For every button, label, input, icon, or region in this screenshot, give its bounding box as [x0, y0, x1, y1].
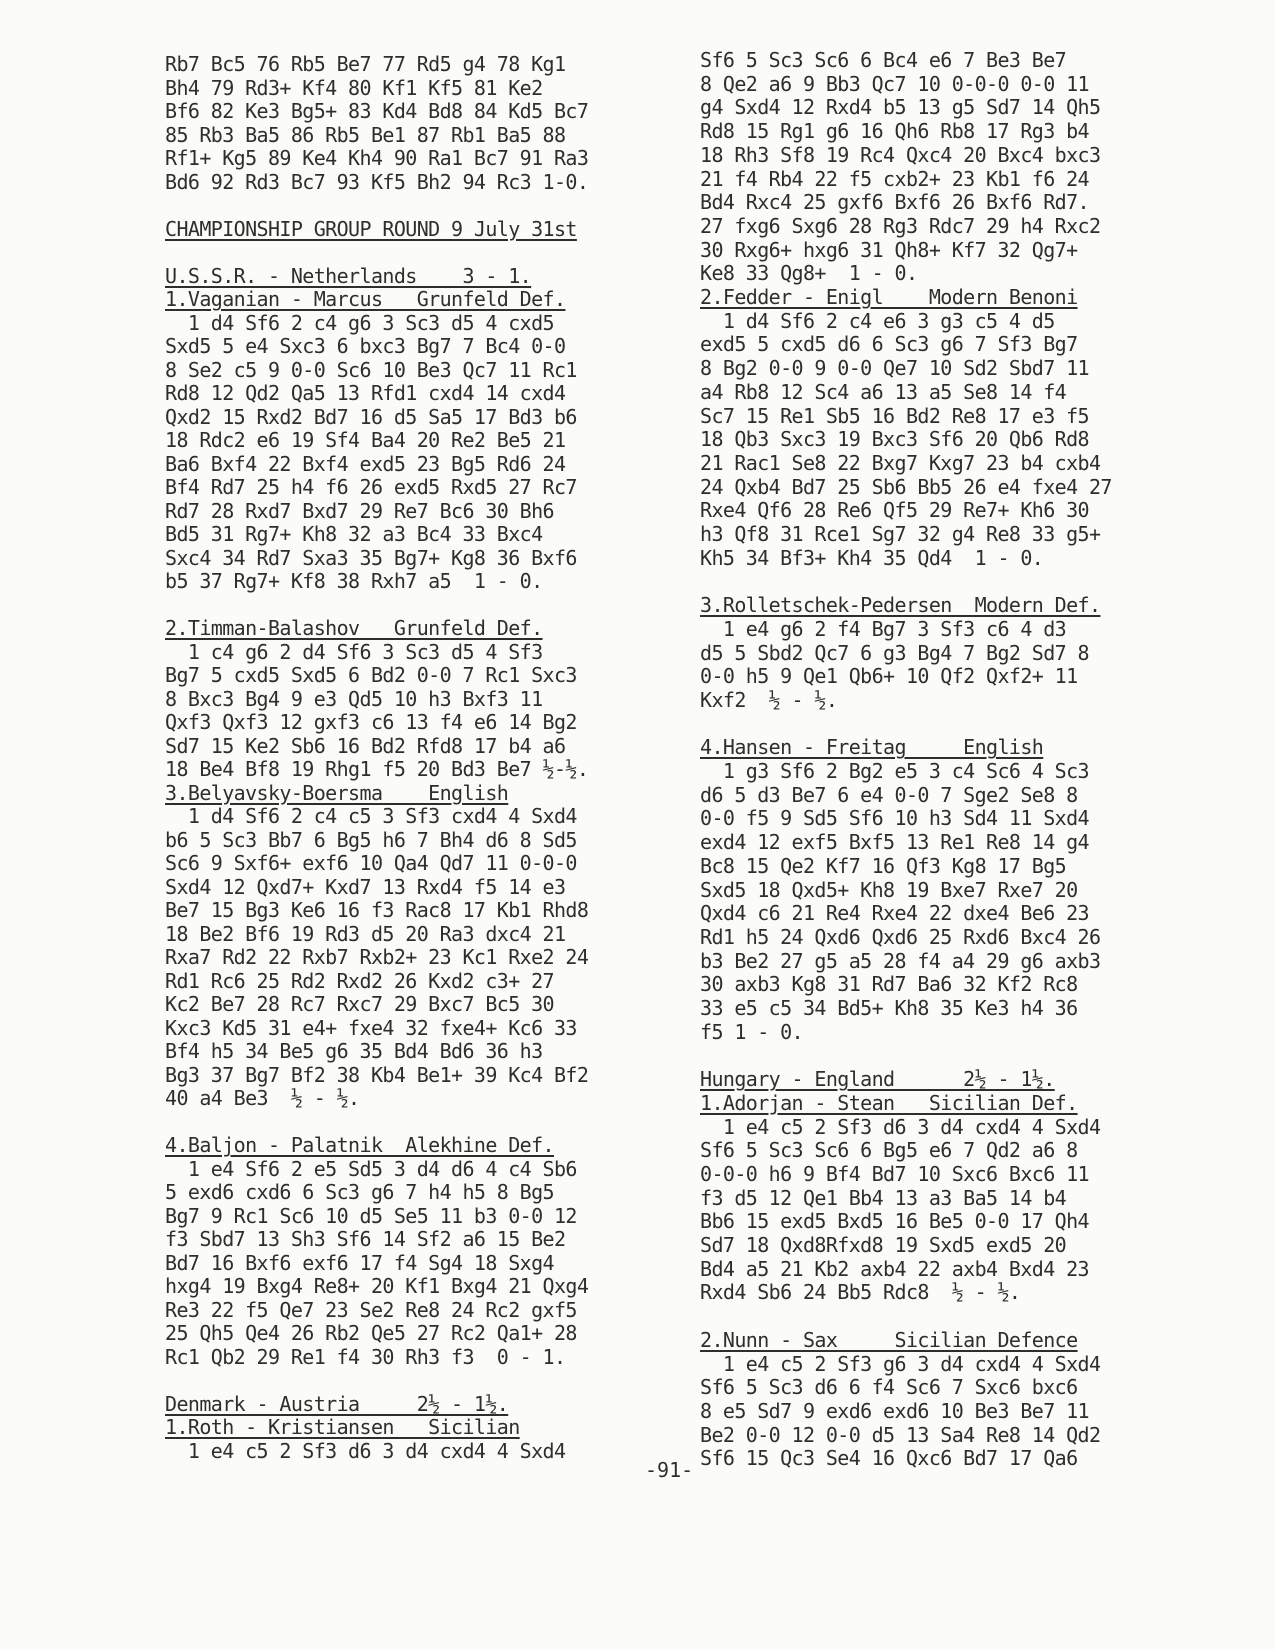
move-line: 8 Se2 c5 9 0-0 Sc6 10 Be3 Qc7 11 Rc1 [165, 357, 577, 382]
move-line: Sxc4 34 Rd7 Sxa3 35 Bg7+ Kg8 36 Bxf6 [165, 545, 577, 570]
move-line: Rd8 15 Rg1 g6 16 Qh6 Rb8 17 Rg3 b4 [700, 119, 1089, 144]
move-line: 18 Be4 Bf8 19 Rhg1 f5 20 Bd3 Be7 ½-½. [165, 757, 589, 781]
move-line: 0-0 f5 9 Sd5 Sf6 10 h3 Sd4 11 Sxd4 [700, 806, 1089, 831]
section-heading: 4.Hansen - Freitag English [700, 735, 1044, 760]
move-line: 25 Qh5 Qe4 26 Rb2 Qe5 27 Rc2 Qa1+ 28 [165, 1321, 577, 1345]
move-line: 1 g3 Sf6 2 Bg2 e5 3 c4 Sc6 4 Sc3 [700, 759, 1089, 783]
move-line: a4 Rb8 12 Sc4 a6 13 a5 Se8 14 f4 [700, 379, 1067, 404]
section-heading: 4.Baljon - Palatnik Alekhine Def. [165, 1133, 554, 1157]
move-line: 0-0 h5 9 Qe1 Qb6+ 10 Qf2 Qxf2+ 11 [700, 664, 1078, 689]
move-line: b5 37 Rg7+ Kf8 38 Rxh7 a5 1 - 0. [165, 569, 543, 593]
move-line: Rd1 Rc6 25 Rd2 Rxd2 26 Kxd2 c3+ 27 [165, 968, 554, 993]
move-line: 1 d4 Sf6 2 c4 g6 3 Sc3 d5 4 cxd5 [165, 310, 554, 335]
move-line: Rd7 28 Rxd7 Bxd7 29 Re7 Bc6 30 Bh6 [165, 498, 554, 523]
move-line: Bc8 15 Qe2 Kf7 16 Qf3 Kg8 17 Bg5 [700, 853, 1067, 878]
move-line: Bd5 31 Rg7+ Kh8 32 a3 Bc4 33 Bxc4 [165, 522, 543, 546]
move-line: Sxd5 18 Qxd5+ Kh8 19 Bxe7 Rxe7 20 [700, 877, 1078, 902]
move-line: Qxd2 15 Rxd2 Bd7 16 d5 Sa5 17 Bd3 b6 [165, 404, 577, 429]
move-line: Bd6 92 Rd3 Bc7 93 Kf5 Bh2 94 Rc3 1-0. [165, 169, 589, 194]
move-line: b3 Be2 27 g5 a5 28 f4 a4 29 g6 axb3 [700, 948, 1101, 973]
move-line: Be7 15 Bg3 Ke6 16 f3 Rac8 17 Kb1 Rhd8 [165, 898, 589, 922]
move-line: Rf1+ Kg5 89 Ke4 Kh4 90 Ra1 Bc7 91 Ra3 [165, 146, 589, 170]
move-line: d6 5 d3 Be7 6 e4 0-0 7 Sge2 Se8 8 [700, 782, 1078, 807]
move-line: 1 e4 Sf6 2 e5 Sd5 3 d4 d6 4 c4 Sb6 [165, 1156, 577, 1181]
move-line: Sf6 5 Sc3 Sc6 6 Bg5 e6 7 Qd2 a6 8 [700, 1138, 1078, 1163]
move-line: 30 Rxg6+ hxg6 31 Qh8+ Kf7 32 Qg7+ [700, 237, 1078, 262]
move-line: f5 1 - 0. [700, 1019, 803, 1044]
move-line: Sf6 15 Qc3 Se4 16 Qxc6 Bd7 17 Qa6 [700, 1446, 1078, 1471]
page-number: -91- [645, 1458, 694, 1482]
move-line: Ba6 Bxf4 22 Bxf4 exd5 23 Bg5 Rd6 24 [165, 451, 566, 476]
move-line: Sf6 5 Sc3 Sc6 6 Bc4 e6 7 Be3 Be7 [700, 48, 1067, 72]
move-line: Kc2 Be7 28 Rc7 Rxc7 29 Bxc7 Bc5 30 [165, 992, 554, 1016]
section-heading: 2.Nunn - Sax Sicilian Defence [700, 1327, 1078, 1352]
move-line: 24 Qxb4 Bd7 25 Sb6 Bb5 26 e4 fxe4 27 [700, 474, 1112, 499]
move-line: Rxd4 Sb6 24 Bb5 Rdc8 ½ - ½. [700, 1280, 1021, 1305]
move-line: Rd8 12 Qd2 Qa5 13 Rfd1 cxd4 14 cxd4 [165, 381, 566, 405]
move-line: Be2 0-0 12 0-0 d5 13 Sa4 Re8 14 Qd2 [700, 1422, 1101, 1447]
move-line: Kxc3 Kd5 31 e4+ fxe4 32 fxe4+ Kc6 33 [165, 1015, 577, 1040]
section-heading: Hungary - England 2½ - 1½. [700, 1067, 1055, 1092]
section-heading: 3.Rolletschek-Pedersen Modern Def. [700, 593, 1101, 618]
move-line: Bf4 h5 34 Be5 g6 35 Bd4 Bd6 36 h3 [165, 1039, 543, 1063]
move-line: 8 Bxc3 Bg4 9 e3 Qd5 10 h3 Bxf3 11 [165, 686, 543, 711]
move-line: 21 f4 Rb4 22 f5 cxb2+ 23 Kb1 f6 24 [700, 166, 1089, 191]
move-line: b6 5 Sc3 Bb7 6 Bg5 h6 7 Bh4 d6 8 Sd5 [165, 827, 577, 852]
move-line: exd4 12 exf5 Bxf5 13 Re1 Re8 14 g4 [700, 830, 1089, 855]
move-line: Bg7 9 Rc1 Sc6 10 d5 Se5 11 b3 0-0 12 [165, 1203, 577, 1228]
move-line: 8 e5 Sd7 9 exd6 exd6 10 Be3 Be7 11 [700, 1398, 1089, 1423]
move-line: 0-0-0 h6 9 Bf4 Bd7 10 Sxc6 Bxc6 11 [700, 1161, 1089, 1186]
move-line: 18 Rh3 Sf8 19 Rc4 Qxc4 20 Bxc4 bxc3 [700, 142, 1101, 167]
move-line: h3 Qf8 31 Rce1 Sg7 32 g4 Re8 33 g5+ [700, 522, 1101, 546]
move-line: Bg7 5 cxd5 Sxd5 6 Bd2 0-0 7 Rc1 Sxc3 [165, 663, 577, 687]
move-line: Rxe4 Qf6 28 Re6 Qf5 29 Re7+ Kh6 30 [700, 498, 1089, 523]
move-line: 1 e4 c5 2 Sf3 g6 3 d4 cxd4 4 Sxd4 [700, 1351, 1101, 1376]
move-line: Bd7 16 Bxf6 exf6 17 f4 Sg4 18 Sxg4 [165, 1250, 554, 1275]
move-line: Qxd4 c6 21 Re4 Rxe4 22 dxe4 Be6 23 [700, 901, 1089, 926]
move-line: Rb7 Bc5 76 Rb5 Be7 77 Rd5 g4 78 Kg1 [165, 52, 566, 76]
move-line: 30 axb3 Kg8 31 Rd7 Ba6 32 Kf2 Rc8 [700, 972, 1078, 997]
move-line: 8 Qe2 a6 9 Bb3 Qc7 10 0-0-0 0-0 11 [700, 71, 1089, 96]
move-line: Re3 22 f5 Qe7 23 Se2 Re8 24 Rc2 gxf5 [165, 1297, 577, 1322]
move-line: 21 Rac1 Se8 22 Bxg7 Kxg7 23 b4 cxb4 [700, 450, 1101, 475]
move-line: Bf6 82 Ke3 Bg5+ 83 Kd4 Bd8 84 Kd5 Bc7 [165, 99, 589, 123]
move-line: Sc6 9 Sxf6+ exf6 10 Qa4 Qd7 11 0-0-0 [165, 851, 577, 875]
move-line: 18 Rdc2 e6 19 Sf4 Ba4 20 Re2 Be5 21 [165, 428, 566, 452]
move-line: 1 d4 Sf6 2 c4 c5 3 Sf3 cxd4 4 Sxd4 [165, 804, 577, 828]
move-line: Bg3 37 Bg7 Bf2 38 Kb4 Be1+ 39 Kc4 Bf2 [165, 1062, 589, 1087]
section-heading: 2.Timman-Balashov Grunfeld Def. [165, 616, 543, 640]
move-line: Bf4 Rd7 25 h4 f6 26 exd5 Rxd5 27 Rc7 [165, 475, 577, 499]
move-line: 5 exd6 cxd6 6 Sc3 g6 7 h4 h5 8 Bg5 [165, 1180, 554, 1204]
move-line: f3 Sbd7 13 Sh3 Sf6 14 Sf2 a6 15 Be2 [165, 1227, 566, 1251]
move-line: hxg4 19 Bxg4 Re8+ 20 Kf1 Bxg4 21 Qxg4 [165, 1274, 589, 1298]
move-line: f3 d5 12 Qe1 Bb4 13 a3 Ba5 14 b4 [700, 1185, 1067, 1210]
move-line: Kxf2 ½ - ½. [700, 687, 838, 712]
move-line: 27 fxg6 Sxg6 28 Rg3 Rdc7 29 h4 Rxc2 [700, 213, 1101, 238]
move-line: 8 Bg2 0-0 9 0-0 Qe7 10 Sd2 Sbd7 11 [700, 356, 1089, 381]
move-line: Rd1 h5 24 Qxd6 Qxd6 25 Rxd6 Bxc4 26 [700, 924, 1101, 949]
section-heading: Denmark - Austria 2½ - 1½. [165, 1391, 509, 1416]
move-line: Sd7 15 Ke2 Sb6 16 Bd2 Rfd8 17 b4 a6 [165, 733, 566, 758]
section-heading: 1.Adorjan - Stean Sicilian Def. [700, 1090, 1078, 1115]
move-line: 18 Qb3 Sxc3 19 Bxc3 Sf6 20 Qb6 Rd8 [700, 427, 1089, 452]
move-line: Kh5 34 Bf3+ Kh4 35 Qd4 1 - 0. [700, 545, 1044, 570]
move-line: Sxd5 5 e4 Sxc3 6 bxc3 Bg7 7 Bc4 0-0 [165, 334, 566, 358]
move-line: Ke8 33 Qg8+ 1 - 0. [700, 261, 918, 286]
move-line: Sd7 18 Qxd8Rfxd8 19 Sxd5 exd5 20 [700, 1233, 1067, 1257]
move-line: 1 c4 g6 2 d4 Sf6 3 Sc3 d5 4 Sf3 [165, 639, 543, 664]
move-line: g4 Sxd4 12 Rxd4 b5 13 g5 Sd7 14 Qh5 [700, 95, 1101, 120]
move-line: 1 e4 c5 2 Sf3 d6 3 d4 cxd4 4 Sxd4 [165, 1438, 566, 1463]
move-line: exd5 5 cxd5 d6 6 Sc3 g6 7 Sf3 Bg7 [700, 332, 1078, 357]
move-line: 18 Be2 Bf6 19 Rd3 d5 20 Ra3 dxc4 21 [165, 921, 566, 946]
move-line: Bb6 15 exd5 Bxd5 16 Be5 0-0 17 Qh4 [700, 1209, 1089, 1234]
section-heading: 3.Belyavsky-Boersma English [165, 780, 509, 805]
move-line: Bd4 Rxc4 25 gxf6 Bxf6 26 Bxf6 Rd7. [700, 190, 1089, 215]
section-heading: 1.Vaganian - Marcus Grunfeld Def. [165, 287, 566, 311]
section-heading: U.S.S.R. - Netherlands 3 - 1. [165, 263, 532, 288]
move-line: Qxf3 Qxf3 12 gxf3 c6 13 f4 e6 14 Bg2 [165, 710, 577, 734]
move-line: 40 a4 Be3 ½ - ½. [165, 1086, 360, 1110]
section-heading: 1.Roth - Kristiansen Sicilian [165, 1415, 520, 1439]
move-line: Bd4 a5 21 Kb2 axb4 22 axb4 Bxd4 23 [700, 1256, 1089, 1281]
move-line: Sxd4 12 Qxd7+ Kxd7 13 Rxd4 f5 14 e3 [165, 874, 566, 899]
move-line: Bh4 79 Rd3+ Kf4 80 Kf1 Kf5 81 Ke2 [165, 75, 543, 100]
move-line: d5 5 Sbd2 Qc7 6 g3 Bg4 7 Bg2 Sd7 8 [700, 640, 1089, 665]
section-heading: CHAMPIONSHIP GROUP ROUND 9 July 31st [165, 216, 577, 241]
move-line: 1 d4 Sf6 2 c4 e6 3 g3 c5 4 d5 [700, 308, 1055, 333]
section-heading: 2.Fedder - Enigl Modern Benoni [700, 285, 1078, 309]
move-line: Rc1 Qb2 29 Re1 f4 30 Rh3 f3 0 - 1. [165, 1344, 566, 1369]
move-line: 33 e5 c5 34 Bd5+ Kh8 35 Ke3 h4 36 [700, 996, 1078, 1020]
move-line: 85 Rb3 Ba5 86 Rb5 Be1 87 Rb1 Ba5 88 [165, 122, 566, 147]
move-line: 1 e4 c5 2 Sf3 d6 3 d4 cxd4 4 Sxd4 [700, 1114, 1101, 1139]
move-line: Sc7 15 Re1 Sb5 16 Bd2 Re8 17 e3 f5 [700, 403, 1089, 428]
move-line: 1 e4 g6 2 f4 Bg7 3 Sf3 c6 4 d3 [700, 616, 1067, 641]
move-line: Rxa7 Rd2 22 Rxb7 Rxb2+ 23 Kc1 Rxe2 24 [165, 945, 589, 969]
move-line: Sf6 5 Sc3 d6 6 f4 Sc6 7 Sxc6 bxc6 [700, 1375, 1078, 1400]
